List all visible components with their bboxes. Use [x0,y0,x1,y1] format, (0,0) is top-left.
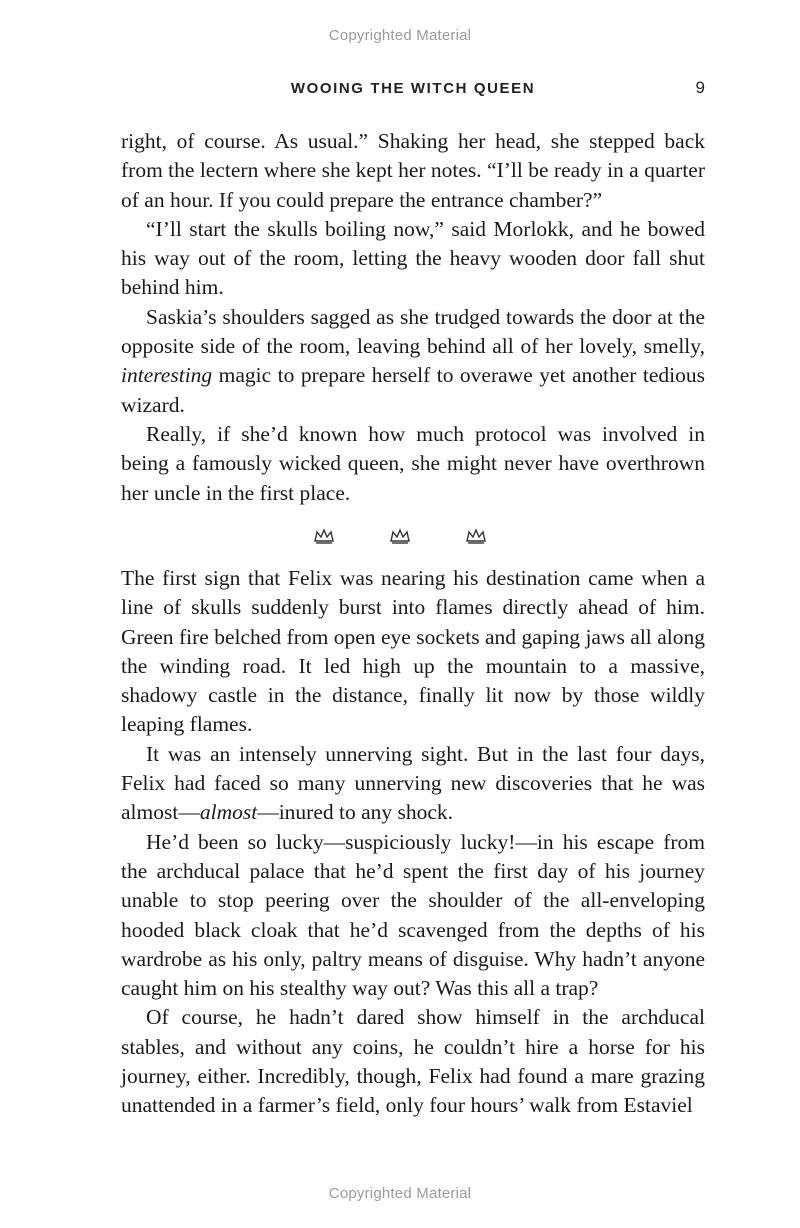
page-number: 9 [695,78,705,97]
paragraph: Of course, he hadn’t dared show himself in the archducal stables, and without any coins, he couldn’t hire a horse for his journey, either. Incredibly, though, Felix had found a mare grazing unattended in a farmer’s field, only four hours’ walk from Estaviel [121,1005,705,1118]
section-break-ornament [0,522,800,546]
paragraph: “I’ll start the skulls boiling now,” said Morlokk, and he bowed his way out of the room, letting the heavy wooden door fall shut behind him. [121,216,705,300]
paragraph: right, of course. As usual.” Shaking her head, she stepped back from the lectern where she kept her notes. “I’ll be ready in a quarter of an hour. If you could prepare the entrance chamber?” [121,129,705,212]
running-title: WOOING THE WITCH QUEEN [290,80,536,97]
text-block-1 [121,127,705,508]
paragraph: Really, if she’d known how much protocol was involved in being a famously wicked queen, she might never have overthrown her uncle in the first place. [121,421,705,505]
paragraph [121,303,705,420]
emphasis: interesting [121,363,213,388]
paragraph: He’d been so lucky—suspiciously lucky!—in his escape from the archducal palace that he’d spent the first day of his journey unable to stop peering over the shoulder of the all-enveloping hooded black cloak that he’d scavenged from the depths of his wardrobe as his only, paltry means of disguise. Why hadn’t anyone caught him on his stealthy way out? Was this all a trap? [121,829,705,1001]
page-header [121,76,705,100]
text-run: It was an intensely unnerving sight. But in the last four days, Felix had faced so many unnerving new discoveries that he was almost— [121,741,705,825]
paragraph [121,740,705,828]
emphasis: almost [199,800,258,825]
text-run: —inured to any shock. [257,800,454,825]
text-block-2 [121,564,705,1121]
watermark-top: Copyrighted Material [328,27,472,44]
text-run: Saskia’s shoulders sagged as she trudged towards the door at the opposite side of the room, leaving behind all of her lovely, smelly, [121,304,705,359]
text-run: magic to prepare herself to overawe yet another tedious wizard. [121,363,705,417]
crown-icon [465,528,487,544]
crown-icon [313,528,335,544]
watermark-bottom: Copyrighted Material [328,1185,472,1202]
paragraph: The first sign that Felix was nearing his destination came when a line of skulls suddenly burst into flames directly ahead of him. Green fire belched from open eye sockets and gaping jaws all along the winding road. It led high up the mountain to a massive, shadowy castle in the distance, finally lit now by those wildly leaping flames. [121,566,705,737]
crown-icon [389,528,411,544]
